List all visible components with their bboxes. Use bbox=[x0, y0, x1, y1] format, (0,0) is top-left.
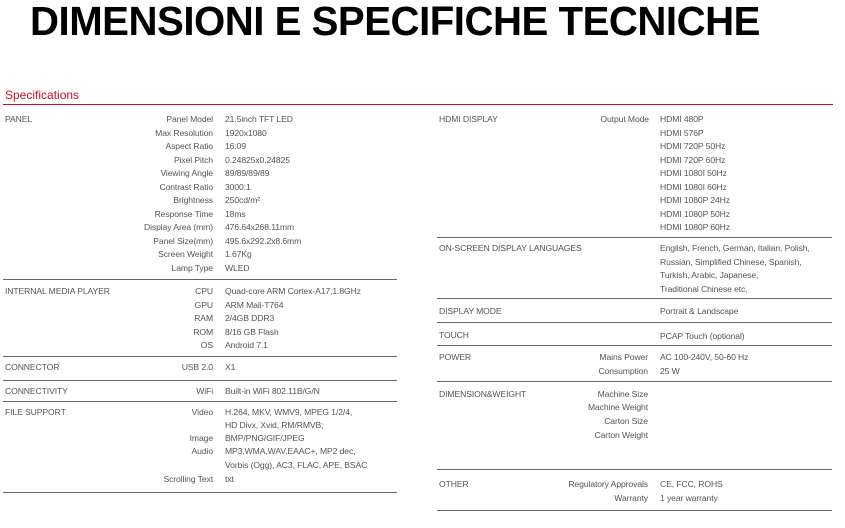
spec-label: Response Time bbox=[154, 208, 213, 219]
spec-value: HDMI 720P 50Hz bbox=[660, 141, 726, 151]
spec-value: Built-in WiFi 802.11B/G/N bbox=[225, 386, 320, 396]
spec-label: Regulatory Approvals bbox=[568, 479, 648, 489]
spec-value: HDMI 1080P 50Hz bbox=[660, 208, 730, 219]
spec-value: txt bbox=[225, 474, 234, 484]
spec-value: HDMI 1080P 60Hz bbox=[660, 222, 730, 232]
spec-value: AC 100-240V, 50-60 Hz bbox=[660, 352, 749, 362]
spec-label: Output Mode bbox=[600, 114, 649, 124]
spec-value: 25 W bbox=[660, 366, 680, 376]
spec-label: Warranty bbox=[614, 493, 648, 503]
spec-value: 495.6x292.2x8.6mm bbox=[225, 235, 302, 246]
spec-value: MP3,WMA,WAV,EAAC+, MP2 dec, bbox=[225, 446, 356, 456]
section-title-connectivity: CONNECTIVITY bbox=[5, 386, 68, 396]
spec-label: Consumption bbox=[598, 366, 648, 376]
spec-value: 89/89/89/89 bbox=[225, 168, 270, 178]
spec-label: Screen Weight bbox=[158, 249, 213, 259]
spec-label: Viewing Angle bbox=[160, 168, 213, 178]
spec-label: Video bbox=[191, 407, 213, 417]
spec-label: Aspect Ratio bbox=[165, 141, 213, 151]
spec-value: Traditional Chinese etc. bbox=[660, 284, 748, 294]
section-title-connector: CONNECTOR bbox=[5, 362, 60, 372]
separator bbox=[437, 298, 832, 299]
spec-label: RAM bbox=[194, 313, 213, 323]
section-title-hdmi: HDMI DISPLAY bbox=[439, 114, 498, 124]
spec-value: HDMI 720P 60Hz bbox=[660, 154, 726, 165]
separator bbox=[437, 237, 832, 238]
spec-label: Machine Weight bbox=[587, 402, 648, 412]
spec-value: Turkish, Arabic, Japanese, bbox=[660, 270, 759, 280]
spec-value: HDMI 1080P 24Hz bbox=[660, 195, 730, 205]
spec-value: 250cd/m² bbox=[225, 195, 261, 205]
spec-value: 476.64x268.11mm bbox=[225, 222, 295, 232]
spec-label: Contrast Ratio bbox=[159, 181, 213, 192]
spec-value: HDMI 576P bbox=[660, 127, 704, 138]
spec-label: CPU bbox=[195, 286, 213, 296]
spec-value: 1.67Kg bbox=[225, 249, 252, 259]
spec-value: 1 year warranty bbox=[660, 493, 718, 503]
spec-value: CE, FCC, ROHS bbox=[660, 479, 723, 489]
spec-value: 18ms bbox=[225, 208, 246, 219]
section-title-touch: TOUCH bbox=[439, 330, 469, 340]
spec-value: Vorbis (Ogg), AC3, FLAC, APE, BSAC bbox=[225, 460, 368, 470]
spec-label: Pixel Pitch bbox=[173, 154, 213, 165]
separator bbox=[437, 322, 832, 323]
spec-label: Brightness bbox=[173, 195, 213, 205]
section-title-power: POWER bbox=[439, 352, 471, 362]
spec-value: 3000:1 bbox=[225, 181, 251, 192]
spec-value: PCAP Touch (optional) bbox=[660, 331, 745, 341]
separator bbox=[437, 381, 832, 382]
spec-label: Mains Power bbox=[599, 352, 648, 362]
spec-label: Lamp Type bbox=[171, 262, 213, 273]
spec-label: Carton Size bbox=[604, 416, 648, 426]
spec-value: 2/4GB DDR3 bbox=[225, 313, 275, 323]
spec-label: Carton Weight bbox=[594, 430, 648, 440]
spec-label: ROM bbox=[193, 326, 213, 337]
spec-value: 16:09 bbox=[225, 141, 247, 151]
page-title: DIMENSIONI E SPECIFICHE TECNICHE bbox=[30, 0, 760, 44]
section-title-dimension-weight: DIMENSION&WEIGHT bbox=[439, 389, 527, 399]
spec-value: HDMI 1080I 50Hz bbox=[660, 168, 727, 178]
section-title-other: OTHER bbox=[439, 479, 469, 489]
spec-value: Russian, Simplified Chinese, Spanish, bbox=[660, 257, 802, 267]
specifications-heading: Specifications bbox=[5, 88, 80, 102]
separator bbox=[3, 279, 397, 280]
separator bbox=[3, 356, 397, 357]
spec-label: OS bbox=[200, 340, 213, 350]
section-title-panel: PANEL bbox=[5, 114, 33, 124]
section-title-osd-languages: ON-SCREEN DISPLAY LANGUAGES bbox=[439, 243, 582, 253]
section-title-file-support: FILE SUPPORT bbox=[5, 407, 66, 417]
separator bbox=[437, 510, 832, 511]
spec-label: WiFi bbox=[196, 386, 213, 396]
spec-value: 0.24825x0.24825 bbox=[225, 154, 290, 165]
section-title-display-mode: DISPLAY MODE bbox=[439, 306, 502, 316]
spec-label: Scrolling Text bbox=[163, 474, 213, 484]
section-title-media-player: INTERNAL MEDIA PLAYER bbox=[5, 286, 110, 296]
separator bbox=[3, 492, 397, 493]
spec-value: HDMI 480P bbox=[660, 114, 704, 124]
spec-label: Panel Size(mm) bbox=[153, 235, 213, 246]
spec-value: ARM Mali-T764 bbox=[225, 299, 284, 310]
spec-label: Image bbox=[189, 433, 213, 443]
spec-label: Audio bbox=[191, 446, 213, 456]
spec-label: Max Resolution bbox=[155, 127, 213, 138]
spec-value: 21.5inch TFT LED bbox=[225, 114, 293, 124]
spec-label: Display Area (mm) bbox=[144, 222, 213, 232]
separator bbox=[3, 401, 397, 402]
spec-value: Android 7.1 bbox=[225, 340, 268, 350]
spec-label: USB 2.0 bbox=[181, 362, 213, 372]
separator bbox=[437, 345, 832, 346]
spec-value: BMP/PNG/GIF/JPEG bbox=[225, 433, 305, 443]
spec-value: Portrait & Landscape bbox=[660, 306, 739, 316]
spec-label: Machine Size bbox=[597, 389, 648, 399]
spec-value: H.264, MKV, WMV9, MPEG 1/2/4, bbox=[225, 407, 353, 417]
spec-label: Panel Model bbox=[166, 114, 213, 124]
spec-value: WLED bbox=[225, 262, 250, 273]
spec-value: 8/16 GB Flash bbox=[225, 326, 279, 337]
separator bbox=[3, 380, 397, 381]
heading-rule bbox=[3, 104, 833, 105]
separator bbox=[437, 469, 832, 470]
spec-value: Quad-core ARM Cortex-A17,1.8GHz bbox=[225, 286, 361, 296]
spec-label: GPU bbox=[194, 299, 213, 310]
spec-value: HD Divx, Xvid, RM/RMVB; bbox=[225, 420, 324, 430]
spec-value: X1 bbox=[225, 362, 236, 372]
spec-value: HDMI 1080I 60Hz bbox=[660, 181, 727, 192]
spec-value: English, French, German, Italian, Polish, bbox=[660, 243, 810, 253]
spec-value: 1920x1080 bbox=[225, 127, 267, 138]
